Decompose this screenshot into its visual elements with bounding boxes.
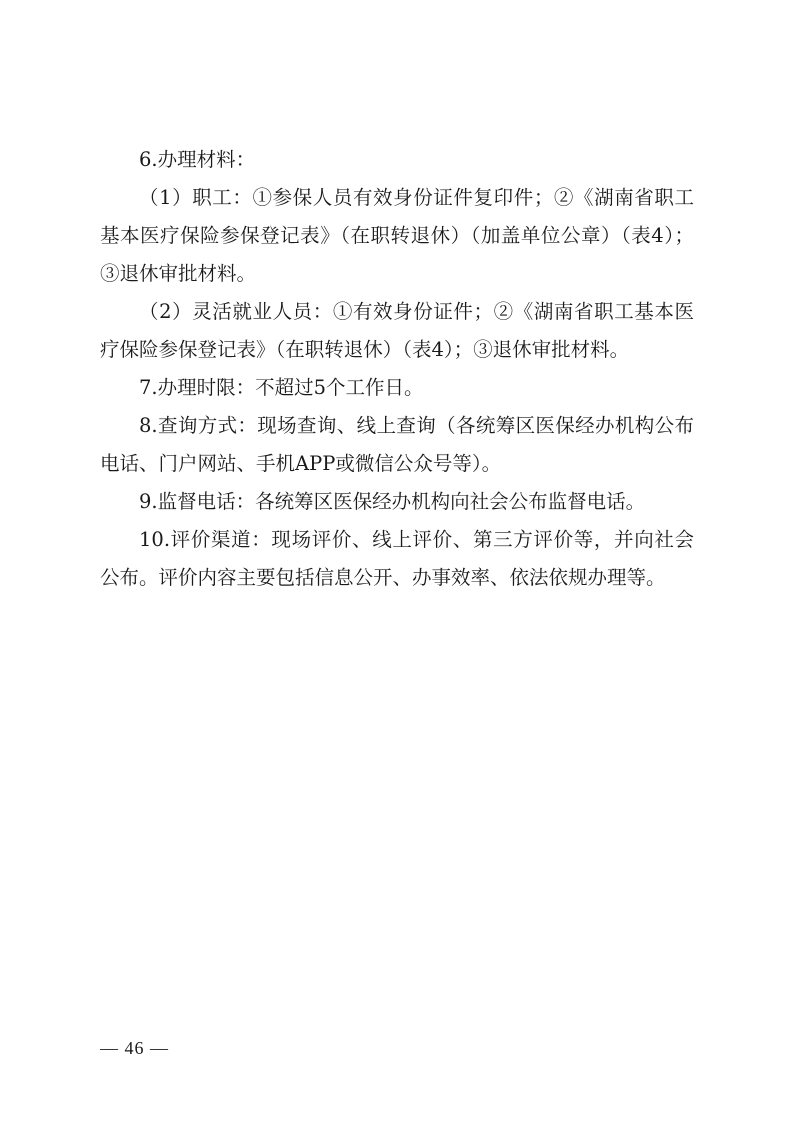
section-8-query-method: 8.查询方式：现场查询、线上查询（各统筹区医保经办机构公布电话、门户网站、手机APP或微信公众号等）。 bbox=[100, 414, 694, 475]
section-10-evaluation-channels: 10.评价渠道：现场评价、线上评价、第三方评价等，并向社会公布。评价内容主要包括信息公开、办事效率、依法依规办理等。 bbox=[100, 528, 694, 589]
employee-materials-paragraph: （1）职工：①参保人员有效身份证件复印件；②《湖南省职工基本医疗保险参保登记表》（在职转退休）（加盖单位公章）（表4）；③退休审批材料。 bbox=[100, 186, 694, 285]
page-number: — 46 — bbox=[100, 1038, 169, 1058]
section-6-materials-heading: 6.办理材料： bbox=[139, 148, 256, 171]
flexible-employment-materials-paragraph: （2）灵活就业人员：①有效身份证件；②《湖南省职工基本医疗保险参保登记表》（在职转退休）（表4）；③退休审批材料。 bbox=[100, 300, 694, 361]
document-body bbox=[100, 141, 694, 597]
section-9-supervision-phone: 9.监督电话：各统筹区医保经办机构向社会公布监督电话。 bbox=[139, 490, 646, 513]
section-7-processing-time: 7.办理时限：不超过5个工作日。 bbox=[139, 376, 424, 399]
